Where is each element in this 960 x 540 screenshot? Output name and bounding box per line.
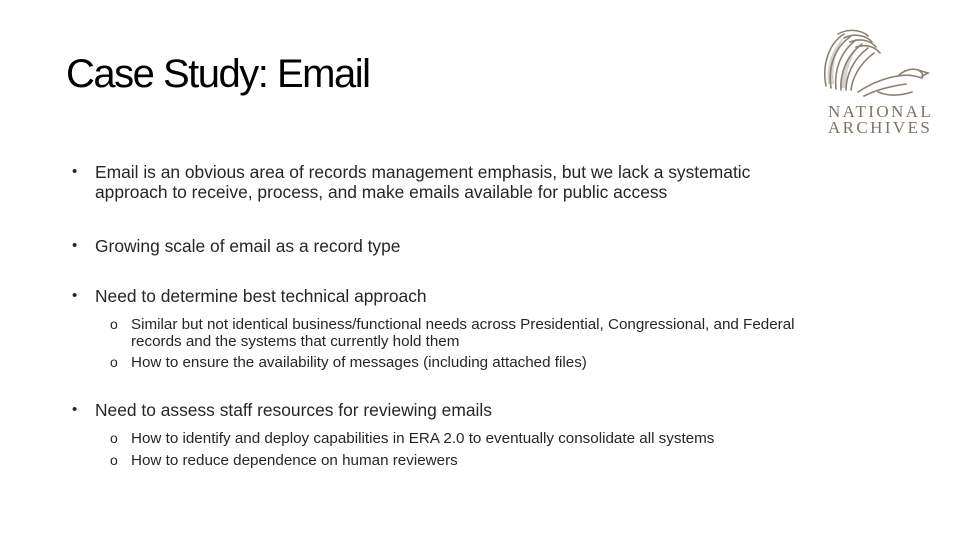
bullet-item xyxy=(72,162,812,202)
bullet-text: Need to determine best technical approach xyxy=(95,286,427,306)
sub-bullet-item xyxy=(95,430,812,447)
bullet-list xyxy=(72,162,812,469)
bullet-item xyxy=(72,236,812,256)
bullet-glyph: • xyxy=(72,401,78,418)
eagle-icon xyxy=(818,26,934,104)
sub-bullet-glyph: o xyxy=(110,430,118,446)
sub-bullet-list xyxy=(95,430,812,469)
logo-text-archives: ARCHIVES xyxy=(828,118,933,137)
sub-bullet-text: How to reduce dependence on human reviewers xyxy=(131,452,458,469)
sub-bullet-glyph: o xyxy=(110,316,118,332)
bullet-glyph: • xyxy=(72,237,78,254)
bullet-item xyxy=(72,286,812,371)
sub-bullet-item xyxy=(95,452,812,469)
sub-bullet-text: How to identify and deploy capabilities in ERA 2.0 to eventually consolidate all systems xyxy=(131,430,715,447)
bullet-text: Email is an obvious area of records management emphasis, but we lack a systematic approach to receive, process, and make emails available for public access xyxy=(95,162,751,202)
bullet-glyph: • xyxy=(72,163,78,180)
sub-bullet-item xyxy=(95,354,812,371)
bullet-glyph: • xyxy=(72,287,78,304)
bullet-text: Growing scale of email as a record type xyxy=(95,236,401,256)
sub-bullet-text: How to ensure the availability of messages (including attached files) xyxy=(131,354,587,371)
national-archives-logo xyxy=(818,26,934,138)
bullet-item xyxy=(72,400,812,469)
sub-bullet-glyph: o xyxy=(110,354,118,370)
sub-bullet-list xyxy=(95,316,812,371)
bullet-text: Need to assess staff resources for reviewing emails xyxy=(95,400,492,420)
sub-bullet-glyph: o xyxy=(110,452,118,468)
sub-bullet-text: Similar but not identical business/functional needs across Presidential, Congressional, and Federal records and the systems that currently hold them xyxy=(131,316,795,350)
logo-text-national: NATIONAL xyxy=(828,102,934,121)
sub-bullet-item xyxy=(95,316,812,350)
slide-title: Case Study: Email xyxy=(66,52,370,96)
